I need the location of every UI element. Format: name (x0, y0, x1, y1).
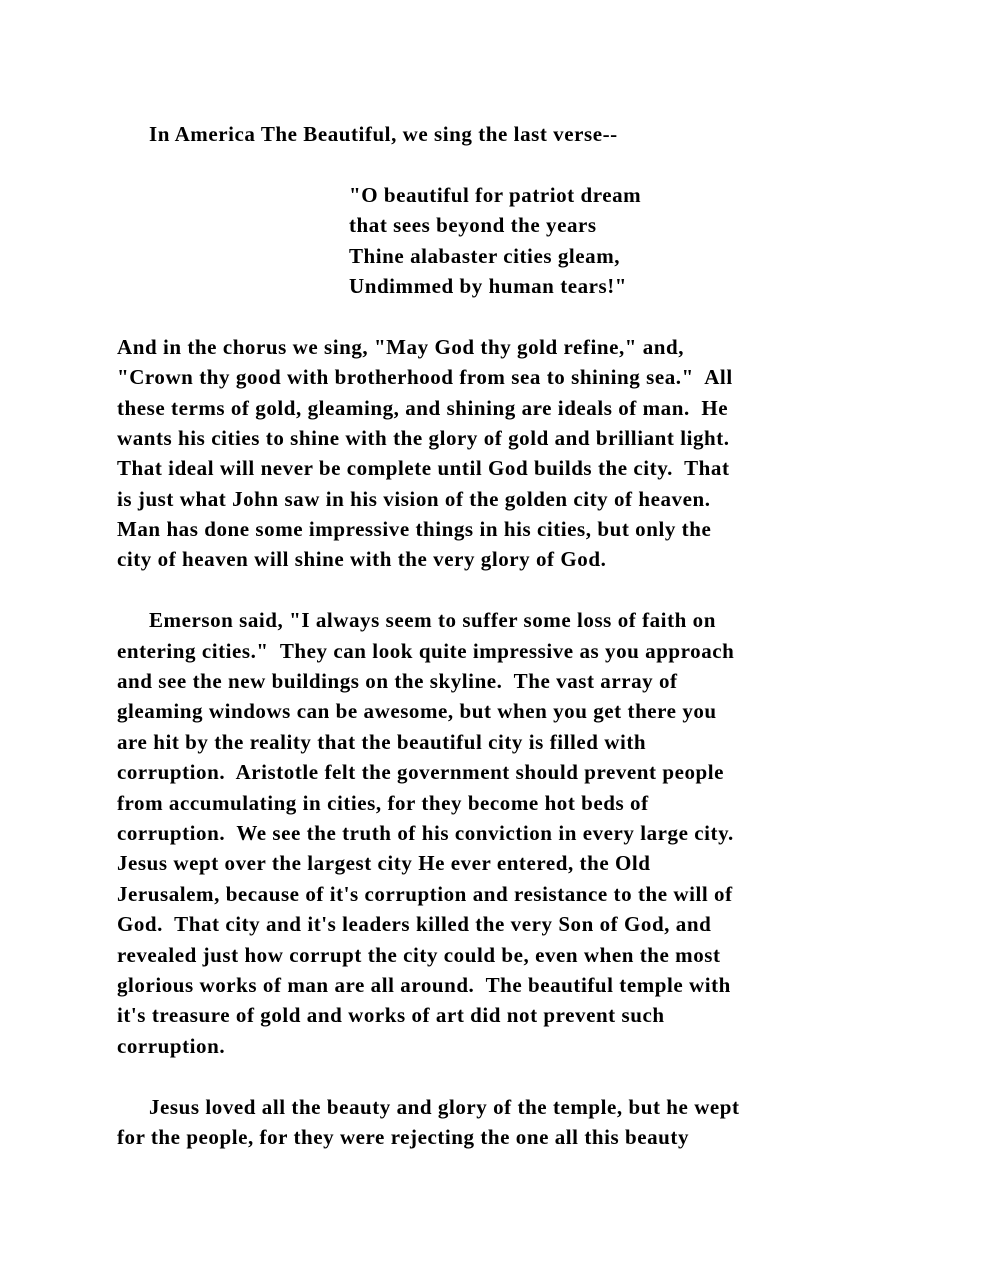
spacer (117, 1061, 877, 1091)
text-line: Man has done some impressive things in his cities, but only the (117, 517, 712, 542)
text-line: Emerson said, "I always seem to suffer some loss of faith on (149, 608, 716, 633)
text-line: corruption. (117, 1033, 226, 1058)
document-body (117, 119, 877, 1152)
paragraph-3 (117, 1092, 877, 1153)
poem-line: "O beautiful for patriot dream (349, 182, 642, 207)
text-line: That ideal will never be complete until God builds the city. That (117, 456, 730, 481)
text-line: And in the chorus we sing, "May God thy gold refine," and, (117, 334, 685, 359)
text-line: revealed just how corrupt the city could be, even when the most (117, 942, 721, 967)
poem-line: that sees beyond the years (349, 213, 597, 238)
poem-verse (117, 180, 877, 302)
text-line: are hit by the reality that the beautiful city is filled with (117, 729, 647, 754)
text-line: for the people, for they were rejecting the one all this beauty (117, 1124, 690, 1149)
spacer (117, 301, 877, 331)
intro-line: In America The Beautiful, we sing the last verse-- (149, 122, 618, 146)
text-line: is just what John saw in his vision of the golden city of heaven. (117, 486, 711, 511)
poem-line: Undimmed by human tears!" (349, 273, 628, 298)
text-line: Jesus wept over the largest city He ever entered, the Old (117, 851, 651, 876)
poem-line: Thine alabaster cities gleam, (349, 243, 621, 268)
text-line: God. That city and it's leaders killed the very Son of God, and (117, 912, 712, 937)
text-line: corruption. Aristotle felt the government should prevent people (117, 760, 725, 785)
text-line: corruption. We see the truth of his conviction in every large city. (117, 820, 734, 845)
text-line: city of heaven will shine with the very glory of God. (117, 547, 607, 572)
paragraph-1 (117, 332, 877, 575)
text-line: it's treasure of gold and works of art did not prevent such (117, 1003, 665, 1028)
text-line: "Crown thy good with brotherhood from sea to shining sea." All (117, 365, 733, 390)
spacer (117, 575, 877, 605)
text-line: entering cities." They can look quite impressive as you approach (117, 638, 735, 663)
text-line: these terms of gold, gleaming, and shining are ideals of man. He (117, 395, 729, 420)
text-line: Jesus loved all the beauty and glory of the temple, but he wept (149, 1094, 740, 1119)
spacer (117, 149, 877, 179)
paragraph-2 (117, 605, 877, 1061)
text-line: and see the new buildings on the skyline. The vast array of (117, 669, 678, 694)
text-line: gleaming windows can be awesome, but when you get there you (117, 699, 717, 724)
text-line: from accumulating in cities, for they become hot beds of (117, 790, 649, 815)
text-line: Jerusalem, because of it's corruption and resistance to the will of (117, 881, 733, 906)
text-line: glorious works of man are all around. The beautiful temple with (117, 972, 731, 997)
text-line: wants his cities to shine with the glory of gold and brilliant light. (117, 425, 730, 450)
